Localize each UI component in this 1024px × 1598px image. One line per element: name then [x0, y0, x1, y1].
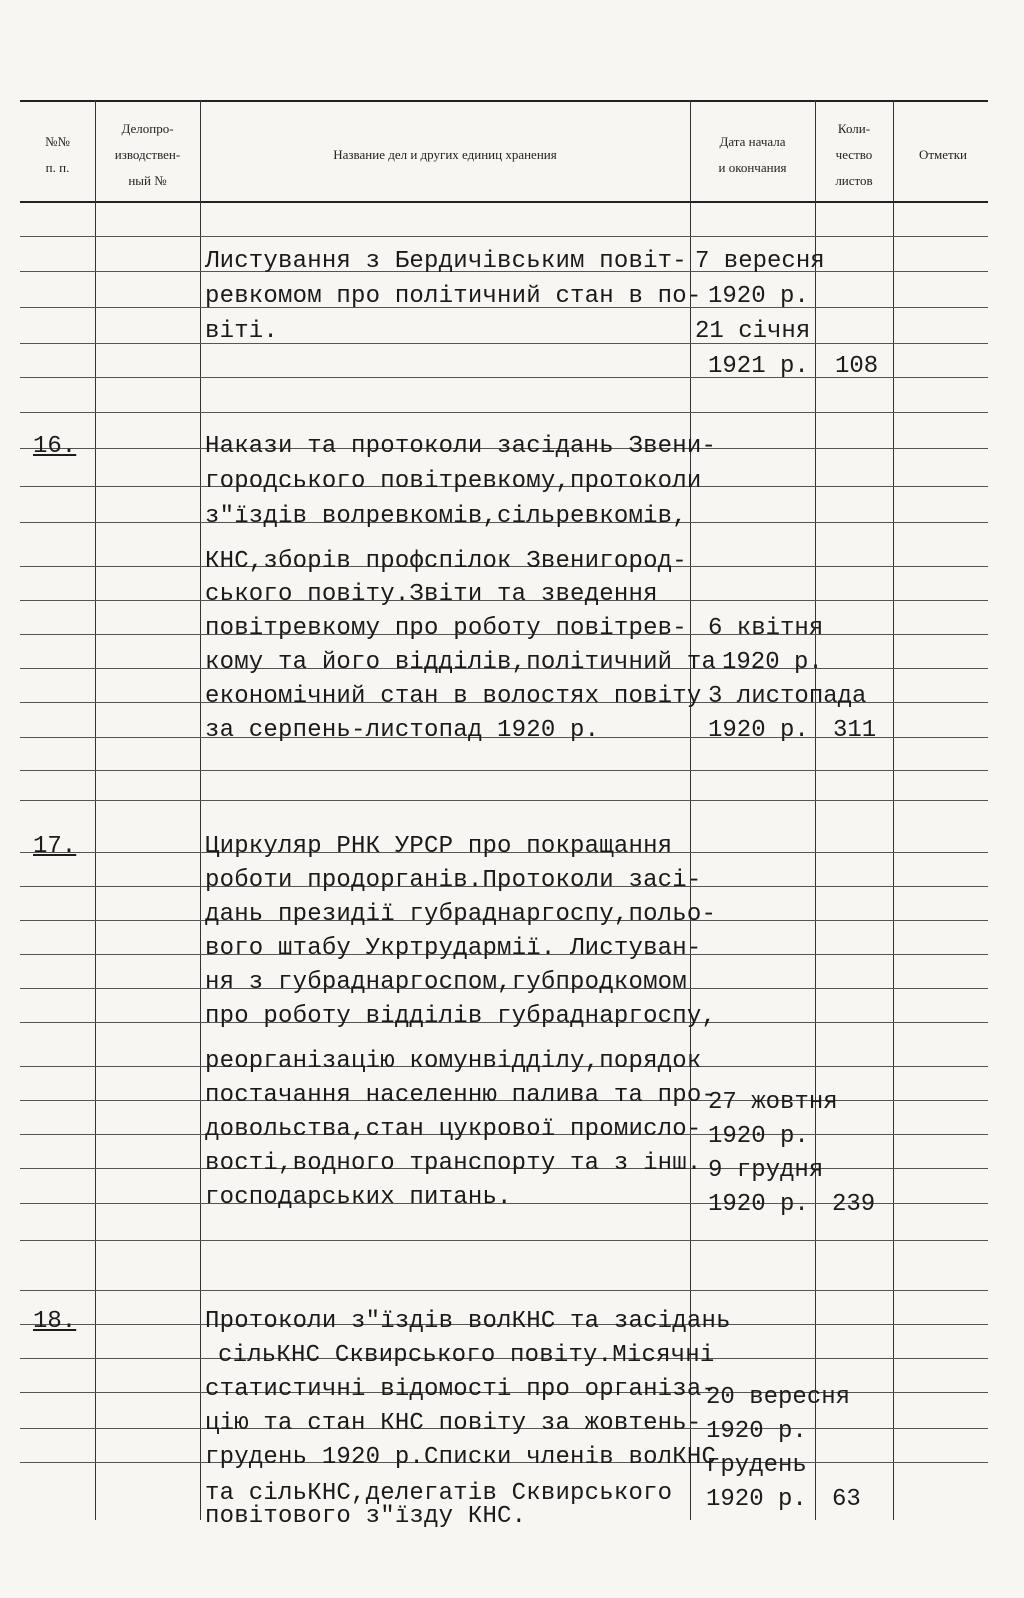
record-title-line: постачання населенню палива та про-	[205, 1082, 717, 1109]
record-title-line: економічний стан в волостях повіту	[205, 683, 702, 710]
record-title-line: статистичні відомості про організа-	[205, 1376, 717, 1403]
record-date: 1920 р.	[708, 1191, 809, 1218]
record-date: 1920 р.	[722, 649, 823, 676]
header-office-number: Делопро- изводствен- ный №	[114, 121, 181, 188]
ruled-line	[20, 800, 988, 801]
record-title-line: дань президії губраднаргоспу,польо-	[205, 901, 717, 928]
record-title-line: за серпень-листопад 1920 р.	[205, 717, 600, 744]
header-dates: Дата начала и окончания	[718, 134, 787, 175]
record-title-line: грудень 1920 р.Списки членів волКНС	[205, 1444, 717, 1471]
record-date: 7 вересня	[695, 248, 825, 275]
record-title-line: городського повітревкому,протоколи	[205, 468, 702, 495]
record-sheet-count: 311	[833, 717, 877, 744]
record-title-line: ня з губраднаргоспом,губпродкомом	[205, 969, 687, 996]
record-date: 27 жовтня	[708, 1089, 838, 1116]
record-date: 1920 р.	[706, 1486, 807, 1513]
record-title-line: Протоколи з"їздів волКНС та засідань	[205, 1308, 731, 1335]
record-title-line: повітового з"їзду КНС.	[205, 1503, 527, 1530]
ruled-line	[20, 770, 988, 771]
record-number: 17.	[33, 833, 77, 860]
record-title-line: ського повіту.Звіти та зведення	[205, 581, 658, 608]
record-title-line: КНС,зборів профспілок Звенигород-	[205, 548, 687, 575]
record-sheet-count: 63	[832, 1486, 861, 1513]
record-date: 1920 р.	[708, 1123, 809, 1150]
ruled-line	[20, 412, 988, 413]
header-title: Название дел и других единиц хранения	[333, 147, 557, 162]
column-rule	[200, 100, 201, 1520]
record-date: 6 квітня	[708, 615, 824, 642]
record-date: 21 січня	[695, 318, 811, 345]
record-date: 1921 р.	[708, 353, 809, 380]
record-date: 9 грудня	[708, 1157, 824, 1184]
record-sheet-count: 239	[832, 1191, 876, 1218]
record-title-line: реорганізацію комунвідділу,порядок	[205, 1048, 702, 1075]
record-date: 1920 р.	[706, 1418, 807, 1445]
record-number: 18.	[33, 1308, 77, 1335]
record-title-line: Накази та протоколи засідань Звени-	[205, 433, 717, 460]
header-bottom-rule	[20, 201, 988, 203]
record-title-line: ревкомом про політичний стан в по-	[205, 283, 702, 310]
record-date: грудень	[706, 1452, 807, 1479]
header-top-rule	[20, 100, 988, 102]
ruled-line	[20, 1290, 988, 1291]
record-date: 20 вересня	[706, 1384, 851, 1411]
record-title-line: вого штабу Укртрудармії. Листуван-	[205, 935, 702, 962]
record-title-line: цію та стан КНС повіту за жовтень-	[205, 1410, 702, 1437]
header-sheet-count: Коли- чество листов	[835, 121, 873, 188]
record-title-line: сільКНС Сквирського повіту.Місячні	[218, 1342, 715, 1369]
record-number: 16.	[33, 433, 77, 460]
record-title-line: кому та його відділів,політичний та	[205, 649, 717, 676]
record-title-line: довольства,стан цукрової промисло-	[205, 1116, 702, 1143]
header-notes: Отметки	[918, 147, 968, 162]
record-title-line: з"їздів волревкомів,сільревкомів,	[205, 503, 687, 530]
ruled-line	[20, 236, 988, 237]
record-title-line: Циркуляр РНК УРСР про покращання	[205, 833, 673, 860]
record-title-line: та сільКНС,делегатів Сквирського	[205, 1480, 673, 1507]
ruled-line	[20, 343, 988, 344]
ruled-line	[20, 1240, 988, 1241]
record-title-line: роботи продорганів.Протоколи засі-	[205, 867, 702, 894]
record-title-line: вості,водного транспорту та з інш.	[205, 1150, 702, 1177]
record-date: 3 листопада	[708, 683, 867, 710]
record-sheet-count: 108	[835, 353, 879, 380]
record-title-line: віті.	[205, 318, 279, 345]
record-title-line: про роботу відділів губраднаргоспу,	[205, 1003, 717, 1030]
column-rule	[95, 100, 96, 1520]
header-number: №№ п. п.	[45, 134, 70, 175]
record-date: 1920 р.	[708, 717, 809, 744]
record-title-line: Листування з Бердичівським повіт-	[205, 248, 687, 275]
record-title-line: повітревкому про роботу повітрев-	[205, 615, 687, 642]
column-rule	[815, 100, 816, 1520]
column-rule	[893, 100, 894, 1520]
record-date: 1920 р.	[708, 283, 809, 310]
record-title-line: господарських питань.	[205, 1184, 512, 1211]
